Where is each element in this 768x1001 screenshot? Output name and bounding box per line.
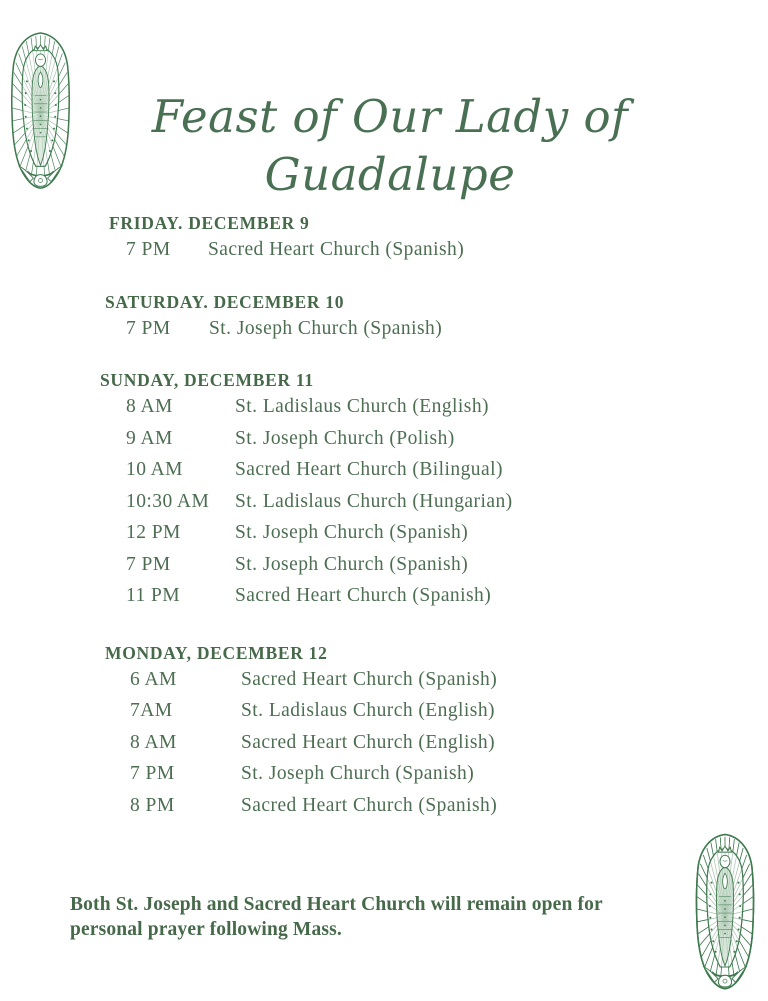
mass-row (126, 391, 768, 423)
mass-time: 8 AM (130, 731, 177, 753)
mass-location: Sacred Heart Church (Spanish) (208, 239, 465, 260)
mass-row (126, 234, 768, 266)
mass-time: 10:30 AM (126, 490, 210, 512)
mass-time: 6 AM (130, 668, 177, 690)
mass-time: 11 PM (126, 585, 181, 606)
mass-row (126, 580, 768, 612)
day-heading: SATURDAY. DECEMBER 10 (105, 291, 345, 312)
mass-location: St. Joseph Church (Polish) (235, 427, 455, 449)
mass-location: Sacred Heart Church (Spanish) (235, 585, 492, 606)
page-title-line-1: Feast of Our Lady of (151, 90, 629, 144)
mass-list (126, 313, 768, 345)
mass-location: St. Ladislaus Church (English) (241, 700, 495, 721)
mass-location: Sacred Heart Church (Spanish) (241, 794, 498, 816)
day-block-sunday (100, 370, 768, 612)
mass-time: 8 AM (126, 396, 173, 417)
page-title (130, 88, 650, 203)
mass-time: 7AM (130, 700, 173, 721)
mass-location: St. Joseph Church (Spanish) (235, 553, 469, 575)
mass-location: St. Ladislaus Church (Hungarian) (235, 490, 513, 512)
mass-list (126, 391, 768, 612)
mass-row (126, 313, 768, 345)
mass-row (126, 454, 768, 486)
footer-note: Both St. Joseph and Sacred Heart Church will remain open for personal prayer following Mass. (70, 893, 603, 940)
mass-time: 7 PM (126, 239, 171, 260)
page-title-line-2: Guadalupe (264, 147, 516, 201)
mass-time: 7 PM (126, 553, 171, 575)
our-lady-of-guadalupe-icon (11, 29, 70, 201)
mass-time: 9 AM (126, 427, 173, 449)
mass-time: 12 PM (126, 522, 181, 543)
mass-row (126, 517, 768, 549)
mass-list (126, 234, 768, 266)
mass-list (130, 664, 768, 822)
mass-row (130, 758, 768, 790)
mass-row (130, 695, 768, 727)
mass-time: 10 AM (126, 459, 183, 480)
mass-schedule (0, 213, 768, 821)
our-lady-of-guadalupe-icon (679, 831, 768, 1001)
mass-location: Sacred Heart Church (Bilingual) (235, 459, 503, 480)
day-heading: FRIDAY. DECEMBER 9 (109, 213, 310, 233)
mass-row (126, 549, 768, 581)
mass-row (130, 790, 768, 822)
mass-row (130, 664, 768, 696)
mass-location: St. Joseph Church (Spanish) (241, 763, 475, 784)
day-block-monday (105, 643, 768, 822)
day-block-friday (109, 213, 768, 266)
mass-location: Sacred Heart Church (Spanish) (241, 668, 498, 690)
day-heading: MONDAY, DECEMBER 12 (105, 642, 328, 663)
mass-row (126, 423, 768, 455)
mass-location: Sacred Heart Church (English) (241, 731, 496, 753)
mass-location: St. Ladislaus Church (English) (235, 396, 489, 417)
day-heading: SUNDAY, DECEMBER 11 (100, 370, 314, 390)
mass-location: St. Joseph Church (Spanish) (209, 317, 443, 339)
mass-location: St. Joseph Church (Spanish) (235, 522, 469, 543)
mass-row (126, 486, 768, 518)
day-block-saturday (105, 292, 768, 345)
mass-row (130, 727, 768, 759)
mass-time: 7 PM (130, 763, 175, 784)
mass-time: 8 PM (130, 794, 175, 816)
mass-time: 7 PM (126, 317, 171, 339)
